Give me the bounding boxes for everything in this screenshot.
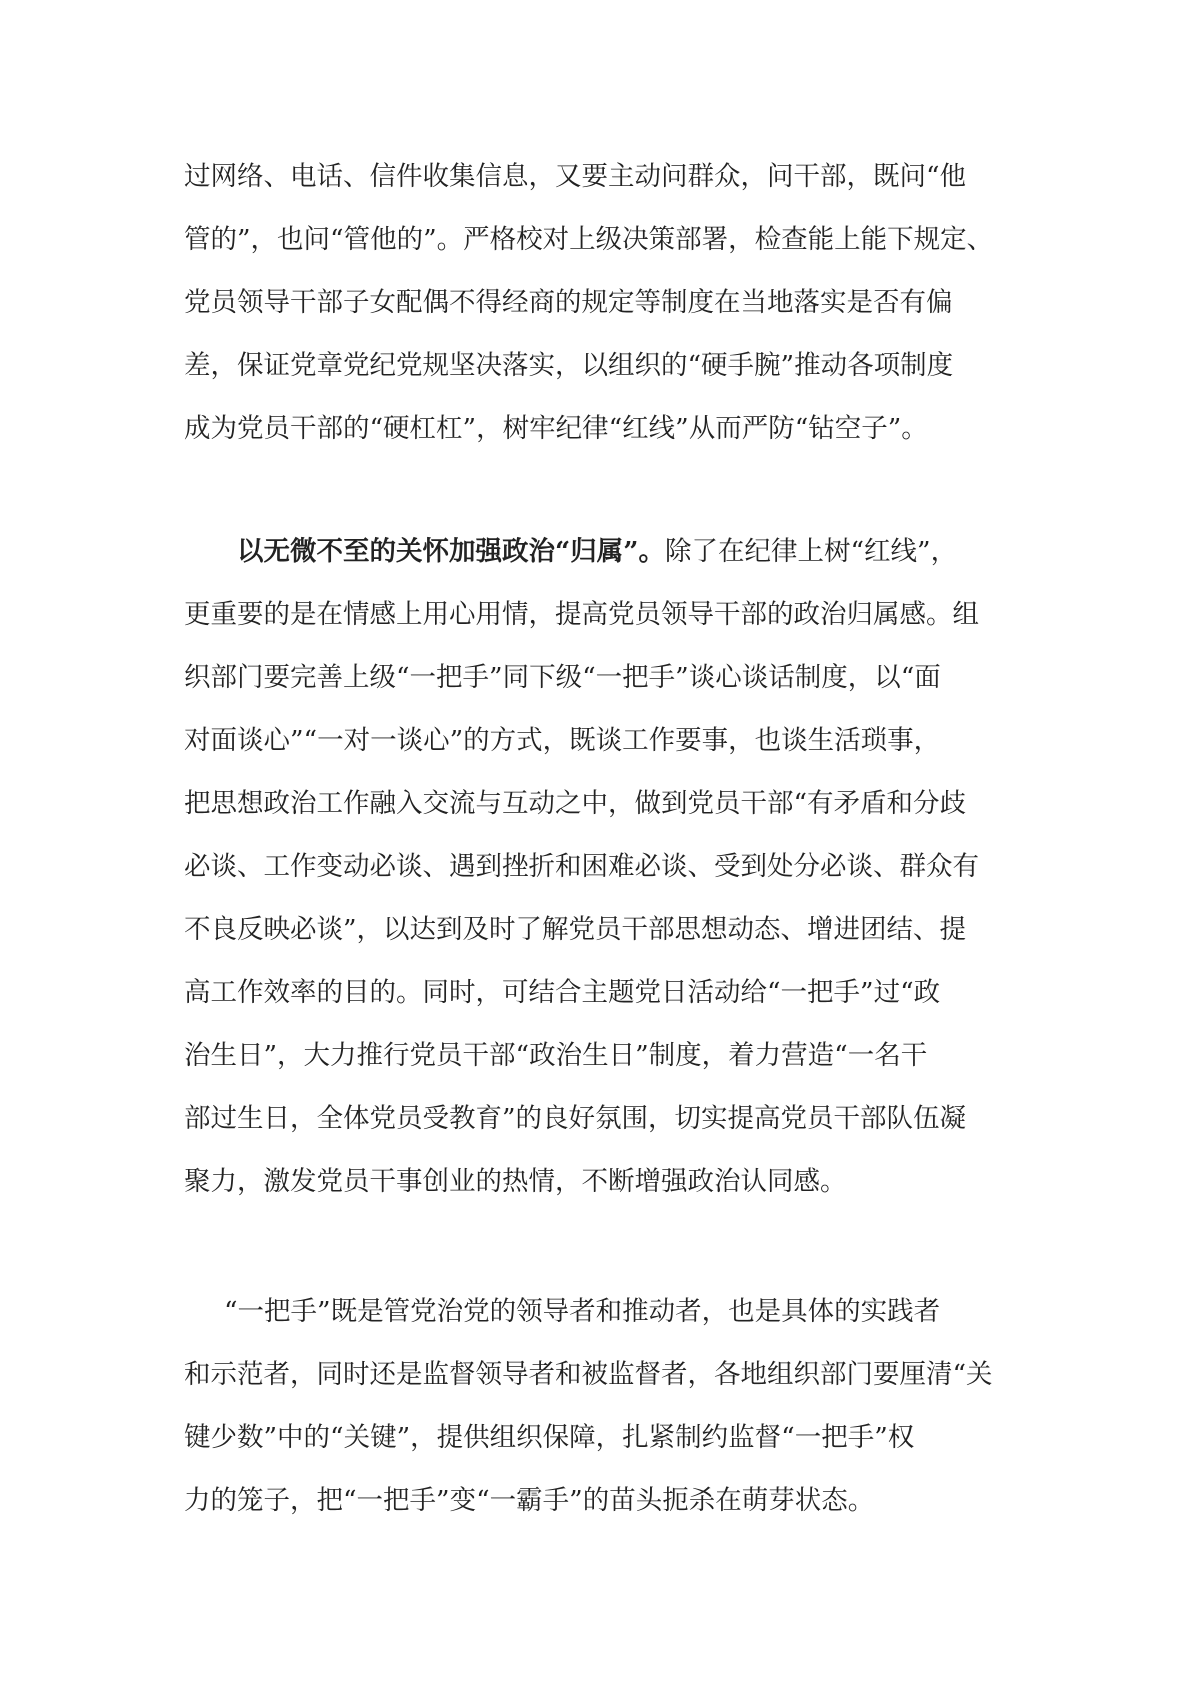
text-line: 治生日”，大力推行党员干部“政治生日”制度，着力营造“一名干 (184, 1040, 928, 1071)
bold-lead-heading: 以无微不至的关怀加强政治“归属”。 (237, 536, 665, 567)
text-line: 和示范者，同时还是监督领导者和被监督者，各地组织部门要厘清“关 (184, 1359, 993, 1390)
text-line: 差，保证党章党纪党规坚决落实，以组织的“硬手腕”推动各项制度 (184, 350, 954, 381)
text-line: 对面谈心”“一对一谈心”的方式，既谈工作要事，也谈生活琐事， (184, 725, 941, 756)
paragraph-2 (184, 520, 1024, 1213)
text-line: 更重要的是在情感上用心用情，提高党员领导干部的政治归属感。组 (184, 599, 979, 630)
text-line: 成为党员干部的“硬杠杠”，树牢纪律“红线”从而严防“钻空子”。 (184, 413, 928, 444)
text-line: 高工作效率的目的。同时，可结合主题党日活动给“一把手”过“政 (184, 977, 941, 1008)
text-line: 部过生日，全体党员受教育”的良好氛围，切实提高党员干部队伍凝 (184, 1103, 967, 1134)
text-line: 党员领导干部子女配偶不得经商的规定等制度在当地落实是否有偏 (184, 287, 953, 318)
paragraph-3 (184, 1280, 1024, 1532)
text-line: 聚力，激发党员干事创业的热情，不断增强政治认同感。 (184, 1166, 847, 1197)
text-line: 把思想政治工作融入交流与互动之中，做到党员干部“有矛盾和分歧 (184, 788, 967, 819)
text-line: 必谈、工作变动必谈、遇到挫折和困难必谈、受到处分必谈、群众有 (184, 851, 979, 882)
lead-rest-text: 除了在纪律上树“红线”， (665, 536, 958, 567)
text-line: 力的笼子，把“一把手”变“一霸手”的苗头扼杀在萌芽状态。 (184, 1485, 875, 1516)
text-line: 键少数”中的“关键”，提供组织保障，扎紧制约监督“一把手”权 (184, 1422, 915, 1453)
text-line-first: “一把手”既是管党治党的领导者和推动者，也是具体的实践者 (224, 1296, 941, 1327)
text-line-first (184, 520, 1024, 583)
text-line: 管的”，也问“管他的”。严格校对上级决策部署，检查能上能下规定、 (184, 224, 994, 255)
text-line: 织部门要完善上级“一把手”同下级“一把手”谈心谈话制度，以“面 (184, 662, 941, 693)
text-line: 过网络、电话、信件收集信息，又要主动问群众，问干部，既问“他 (184, 161, 967, 192)
text-line: 不良反映必谈”，以达到及时了解党员干部思想动态、增进团结、提 (184, 914, 967, 945)
paragraph-1 (184, 145, 1024, 460)
